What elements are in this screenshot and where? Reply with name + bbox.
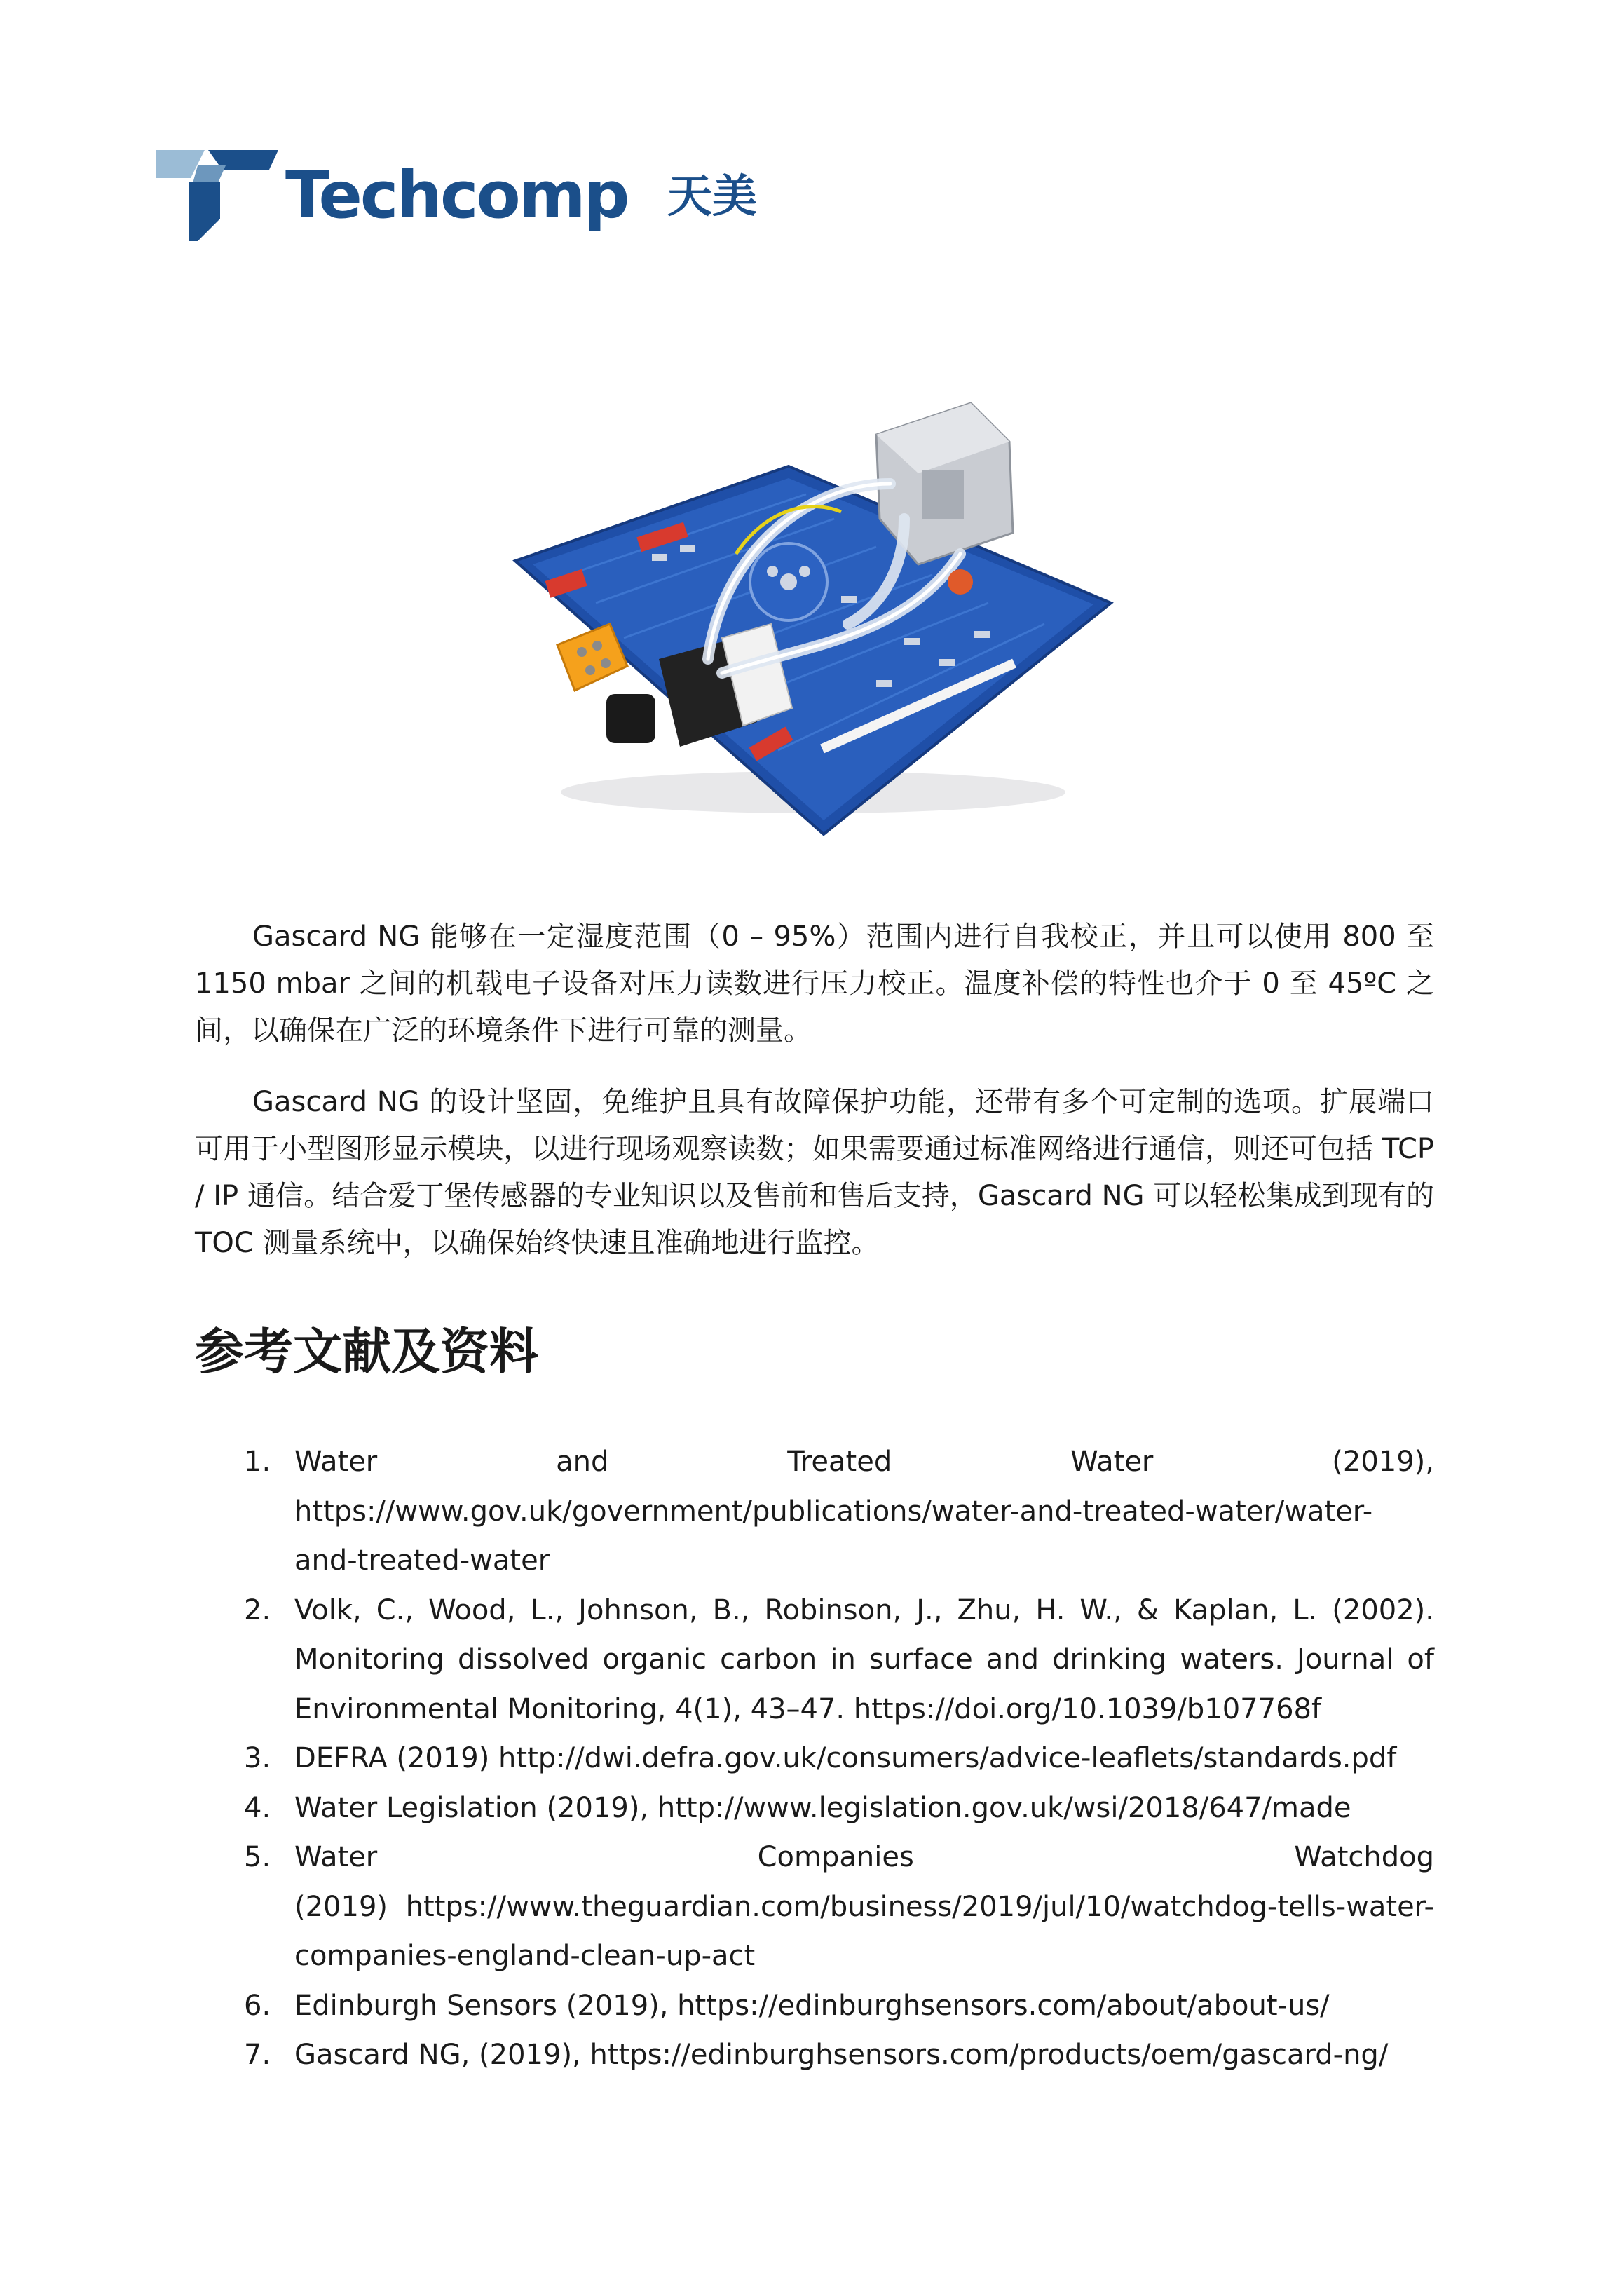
reference-item bbox=[195, 1586, 1434, 1734]
reference-item bbox=[195, 2030, 1434, 2080]
reference-title-line: Water and Treated Water (2019), bbox=[294, 1446, 1434, 1478]
reference-link[interactable]: (2019) https://www.theguardian.com/business/2019/jul/10/watchdog-tells-water-companies-england-clean-up-act bbox=[294, 1890, 1434, 1972]
reference-title-line: Water Companies Watchdog bbox=[294, 1841, 1434, 1873]
reference-text: Volk, C., Wood, L., Johnson, B., Robinson, J., Zhu, H. W., & Kaplan, L. (2002). Monitoring dissolved organic carbon in surface and drinking waters. Journal of Environmental Monitoring, 4(1), 43–47. https://doi.org/10.1039/b107768f bbox=[294, 1594, 1434, 1725]
logo-wordmark: Techcomp bbox=[285, 158, 628, 233]
reference-number: 4. bbox=[244, 1791, 271, 1824]
reference-item bbox=[195, 1437, 1434, 1586]
logo-chinese-name: 天美 bbox=[667, 171, 757, 223]
reference-item bbox=[195, 1734, 1434, 1784]
reference-item bbox=[195, 1784, 1434, 1833]
techcomp-t-logo-icon bbox=[156, 150, 282, 241]
reference-text: Water Legislation (2019), http://www.legislation.gov.uk/wsi/2018/647/made bbox=[294, 1791, 1351, 1824]
reference-number: 2. bbox=[244, 1594, 271, 1626]
reference-link[interactable]: https://www.gov.uk/government/publications/water-and-treated-water/water-and-treated-water bbox=[294, 1495, 1373, 1577]
body-paragraph-2: Gascard NG 的设计坚固，免维护且具有故障保护功能，还带有多个可定制的选项。扩展端口可用于小型图形显示模块，以进行现场观察读数；如果需要通过标准网络进行通信，则还可包括 TCP / IP 通信。结合爱丁堡传感器的专业知识以及售前和售后支持，Gascard NG 可以轻松集成到现有的 TOC 测量系统中，以确保始终快速且准确地进行监控。 bbox=[195, 1086, 1434, 1259]
body-paragraph-1: Gascard NG 能够在一定湿度范围（0 – 95%）范围内进行自我校正，并且可以使用 800 至 1150 mbar 之间的机载电子设备对压力读数进行压力校正。温度补偿的特性也介于 0 至 45ºC 之间，以确保在广泛的环境条件下进行可靠的测量。 bbox=[195, 921, 1434, 1047]
reference-item bbox=[195, 1833, 1434, 1981]
gascard-ng-circuit-board-photo bbox=[512, 344, 1115, 848]
reference-number: 3. bbox=[244, 1742, 271, 1774]
reference-number: 7. bbox=[244, 2039, 271, 2071]
reference-number: 5. bbox=[244, 1841, 271, 1873]
reference-item bbox=[195, 1981, 1434, 2031]
references-heading: 参考文献及资料 bbox=[195, 1323, 538, 1380]
reference-text: Edinburgh Sensors (2019), https://edinburghsensors.com/about/about-us/ bbox=[294, 1989, 1330, 2022]
reference-number: 6. bbox=[244, 1989, 271, 2022]
reference-text: DEFRA (2019) http://dwi.defra.gov.uk/consumers/advice-leaflets/standards.pdf bbox=[294, 1742, 1397, 1774]
references-list bbox=[195, 1437, 1434, 2080]
reference-number: 1. bbox=[244, 1446, 271, 1478]
reference-text: Gascard NG, (2019), https://edinburghsensors.com/products/oem/gascard-ng/ bbox=[294, 2039, 1389, 2071]
